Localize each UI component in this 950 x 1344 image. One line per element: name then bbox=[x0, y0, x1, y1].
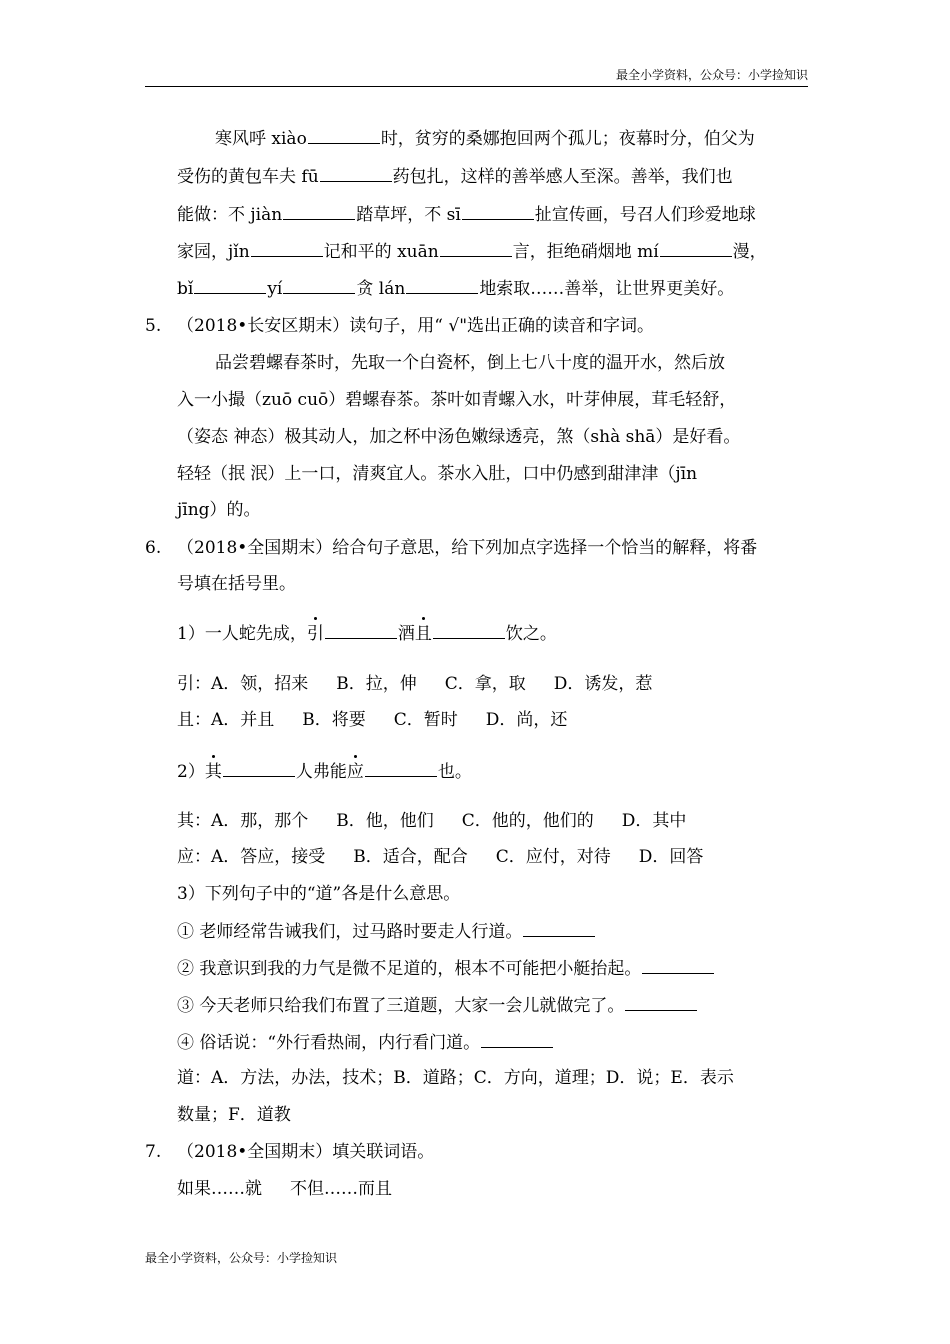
answer-blank[interactable] bbox=[440, 240, 512, 257]
q6-sub3: 3）下列句子中的“道”各是什么意思。 bbox=[177, 884, 461, 904]
q5-number: 5. bbox=[145, 316, 162, 336]
q7-title: （2018•全国期末）填关联词语。 bbox=[177, 1142, 435, 1162]
q5-passage-5: jīng）的。 bbox=[177, 500, 261, 520]
page-footer: 最全小学资料，公众号：小学捡知识 bbox=[145, 1251, 338, 1265]
q4-line-2: 受伤的黄包车夫 fū 药包扎，这样的善举感人至深。善举，我们也 bbox=[177, 167, 733, 187]
ying-options: 应：A．答应，接受 B．适合，配合 C．应付，对待 D．回答 bbox=[177, 847, 704, 867]
answer-blank[interactable] bbox=[433, 622, 505, 639]
answer-blank[interactable] bbox=[462, 203, 534, 220]
dotted-char: 且 bbox=[414, 624, 432, 644]
answer-blank[interactable] bbox=[283, 203, 355, 220]
answer-blank[interactable] bbox=[223, 760, 295, 777]
q5-passage-1: 品尝碧螺春茶时，先取一个白瓷杯，倒上七八十度的温开水，然后放 bbox=[215, 353, 725, 373]
q6-title-2: 号填在括号里。 bbox=[177, 574, 296, 594]
q5-passage-2: 入一小撮（zuō cuō）碧螺春茶。茶叶如青螺入水，叶芽伸展，茸毛轻舒， bbox=[177, 390, 737, 410]
dotted-char: 其 bbox=[204, 762, 222, 782]
q6-sentence-2: 2）其 人弗能应 也。 bbox=[177, 762, 472, 782]
dao-sentence-3: ③ 今天老师只给我们布置了三道题，大家一会儿就做完了。 bbox=[177, 994, 698, 1017]
dao-sentence-4: ④ 俗话说：“外行看热闹，内行看门道。 bbox=[177, 1031, 554, 1054]
answer-blank[interactable] bbox=[320, 165, 392, 182]
yin-options: 引：A．领，招来 B．拉，伸 C．拿，取 D．诱发，惹 bbox=[177, 674, 653, 694]
q4-line-1: 寒风呼 xiào 时，贫穷的桑娜抱回两个孤儿；夜幕时分，伯父为 bbox=[215, 129, 755, 149]
q6-number: 6. bbox=[145, 538, 162, 558]
dao-sentence-2: ② 我意识到我的力气是微不足道的，根本不可能把小艇抬起。 bbox=[177, 957, 715, 980]
q7-words: 如果……就 不但……而且 bbox=[177, 1179, 392, 1199]
answer-blank[interactable] bbox=[325, 622, 397, 639]
answer-blank[interactable] bbox=[523, 920, 595, 937]
answer-blank[interactable] bbox=[283, 277, 355, 294]
q4-line-5: bǐ yí 贪 lán 地索取……善举，让世界更美好。 bbox=[177, 279, 735, 299]
q5-title: （2018•长安区期末）读句子，用“ √"选出正确的读音和字词。 bbox=[177, 316, 655, 336]
q6-sentence-1: 1）一人蛇先成，引 酒且 饮之。 bbox=[177, 624, 557, 644]
qi-options: 其：A．那，那个 B．他，他们 C．他的，他们的 D．其中 bbox=[177, 811, 687, 831]
answer-blank[interactable] bbox=[625, 994, 697, 1011]
q7-number: 7. bbox=[145, 1142, 162, 1162]
answer-blank[interactable] bbox=[251, 240, 323, 257]
page-header: 最全小学资料，公众号：小学捡知识 bbox=[145, 64, 808, 87]
dotted-char: 引 bbox=[306, 624, 324, 644]
q4-line-3: 能做：不 jiàn 踏草坪，不 sī 扯宣传画，号召人们珍爱地球 bbox=[177, 205, 756, 225]
answer-blank[interactable] bbox=[406, 277, 478, 294]
answer-blank[interactable] bbox=[481, 1031, 553, 1048]
qie-options: 且：A．并且 B．将要 C．暂时 D．尚，还 bbox=[177, 710, 568, 730]
dotted-char: 应 bbox=[346, 762, 364, 782]
dao-options-2: 数量；F．道教 bbox=[177, 1105, 291, 1125]
q6-title-1: （2018•全国期末）给合句子意思，给下列加点字选择一个恰当的解释，将番 bbox=[177, 538, 758, 558]
q5-passage-4: 轻轻（抿 泯）上一口，清爽宜人。茶水入肚，口中仍感到甜津津（jīn bbox=[177, 464, 698, 484]
answer-blank[interactable] bbox=[660, 240, 732, 257]
q5-passage-3: （姿态 神态）极其动人，加之杯中汤色嫩绿透亮，煞（shà shā）是好看。 bbox=[177, 427, 741, 447]
answer-blank[interactable] bbox=[365, 760, 437, 777]
answer-blank[interactable] bbox=[308, 127, 380, 144]
q4-line-4: 家园，jǐn 记和平的 xuān 言，拒绝硝烟地 mí 漫， bbox=[177, 242, 767, 262]
answer-blank[interactable] bbox=[642, 957, 714, 974]
answer-blank[interactable] bbox=[194, 277, 266, 294]
dao-sentence-1: ① 老师经常告诫我们，过马路时要走人行道。 bbox=[177, 920, 596, 943]
dao-options-1: 道：A．方法，办法，技术；B．道路；C．方向，道理；D．说；E．表示 bbox=[177, 1068, 734, 1088]
